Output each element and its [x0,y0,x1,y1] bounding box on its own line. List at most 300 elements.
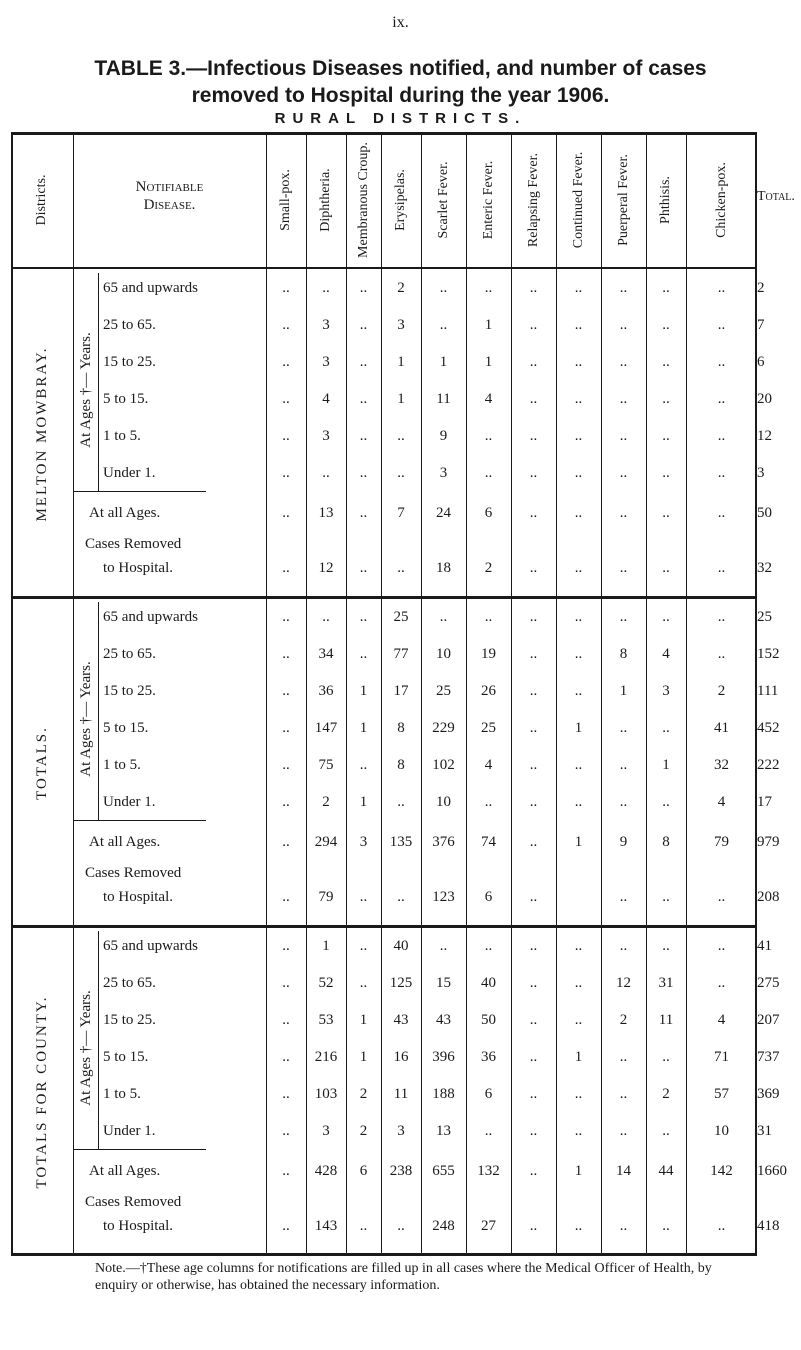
age-bracket-1 [98,602,99,820]
district-label-1: TOTALS. [34,725,50,800]
age-row-label-0-5: Under 1. [103,465,156,481]
cell-1-1-11: 152 [757,646,780,662]
removed-cell-2-1: 143 [314,1218,338,1234]
cell-1-0-10: .. [717,609,726,625]
age-group-rule-2 [73,1149,206,1150]
cell-0-2-4: 1 [439,354,448,370]
cell-2-4-4: 188 [432,1086,455,1102]
cell-1-4-9: 1 [662,757,670,773]
removed-cell-0-8: .. [619,560,628,576]
all-ages-cell-0-7: .. [574,505,583,521]
removed-cell-2-4: 248 [432,1218,455,1234]
cell-0-1-11: 7 [757,317,765,333]
cell-1-0-3: 25 [393,609,409,625]
header-small-pox: Small-pox. [278,168,293,231]
cell-2-4-3: 11 [393,1086,409,1102]
all-ages-cell-0-4: 24 [436,505,451,521]
all-ages-cell-2-6: .. [529,1163,538,1179]
age-row-label-2-4: 1 to 5. [103,1086,141,1102]
removed-label-2-1: to Hospital. [103,889,173,905]
age-row-label-2-1: 25 to 65. [103,975,156,991]
removed-cell-0-5: 2 [484,560,493,576]
cell-1-3-11: 452 [757,720,780,736]
cell-0-1-8: .. [619,317,628,333]
removed-cell-0-6: .. [529,560,538,576]
cell-1-0-2: .. [359,609,368,625]
age-row-label-0-4: 1 to 5. [103,428,141,444]
footnote: Note.—†These age columns for notifications are filled up in all cases where the Medical Officer of Health, by enquiry or otherwise, has obtained the necessary information. [95,1261,712,1293]
cell-0-2-0: .. [282,354,290,370]
table-bottom-rule [11,1253,757,1256]
cell-1-2-7: .. [574,683,583,699]
removed-cell-1-0: .. [282,889,290,905]
cell-2-1-7: .. [574,975,583,991]
cell-0-1-9: .. [662,317,670,333]
cell-2-5-11: 31 [757,1123,772,1139]
cell-2-2-11: 207 [757,1012,780,1028]
cell-2-0-6: .. [529,938,538,954]
cell-1-2-5: 26 [481,683,496,699]
cell-2-0-8: .. [619,938,628,954]
all-ages-label-1: At all Ages. [89,834,161,850]
cell-2-3-8: .. [619,1049,628,1065]
cell-0-1-7: .. [574,317,583,333]
cell-2-4-1: 103 [314,1086,338,1102]
removed-cell-1-9: .. [662,889,670,905]
cell-0-2-1: 3 [322,354,330,370]
removed-label-1-0: Cases Removed [85,536,182,552]
all-ages-cell-0-5: 6 [484,505,493,521]
cell-2-3-7: 1 [574,1049,583,1065]
removed-cell-2-3: .. [397,1218,405,1234]
cell-0-3-0: .. [282,391,290,407]
removed-cell-1-5: 6 [484,889,493,905]
cell-1-5-5: .. [484,794,493,810]
cell-1-2-9: 3 [662,683,670,699]
cell-2-4-9: 2 [662,1086,670,1102]
cell-0-2-5: 1 [484,354,493,370]
cell-1-0-9: .. [662,609,670,625]
all-ages-cell-1-1: 294 [314,834,338,850]
cell-2-1-5: 40 [481,975,496,991]
age-row-label-0-3: 5 to 15. [103,391,149,407]
header-notifiable-disease [73,178,266,214]
removed-cell-1-10: .. [717,889,726,905]
cell-2-3-11: 737 [757,1049,780,1065]
all-ages-cell-0-6: .. [529,505,538,521]
cell-2-1-8: 12 [616,975,631,991]
cell-0-1-10: .. [717,317,726,333]
table-left-rule [11,132,13,1255]
cell-1-3-0: .. [282,720,290,736]
cell-2-3-0: .. [282,1049,290,1065]
all-ages-cell-2-9: 44 [658,1163,674,1179]
title-line-2: removed to Hospital during the year 1906. [191,84,610,107]
age-label-1: At Ages †— Years. [78,661,94,777]
cell-2-2-1: 53 [318,1012,334,1028]
cell-2-3-5: 36 [481,1049,496,1065]
age-row-label-0-0: 65 and upwards [103,280,198,296]
cell-2-0-0: .. [282,938,290,954]
cell-0-2-8: .. [619,354,628,370]
cell-1-2-8: 1 [619,683,628,699]
cell-1-3-9: .. [662,720,670,736]
header-puerperal-fever: Puerperal Fever. [615,153,631,246]
cell-1-5-2: 1 [359,794,368,810]
cell-1-1-3: 77 [393,646,409,662]
cell-0-3-1: 4 [322,391,330,407]
cell-2-3-2: 1 [359,1049,368,1065]
cell-0-5-8: .. [619,465,628,481]
district-label-2: TOTALS FOR COUNTY. [34,994,50,1189]
cell-1-1-7: .. [574,646,583,662]
section-rule-2 [11,925,757,928]
subtitle: RURAL DISTRICTS. [274,110,527,127]
cell-2-0-4: .. [439,938,448,954]
cell-2-5-7: .. [574,1123,583,1139]
cell-1-1-10: .. [717,646,726,662]
cell-2-2-0: .. [282,1012,290,1028]
cell-0-2-11: 6 [757,354,765,370]
all-ages-cell-1-9: 8 [662,834,670,850]
cell-2-1-4: 15 [436,975,451,991]
cell-2-4-6: .. [529,1086,538,1102]
cell-0-4-8: .. [619,428,628,444]
cell-2-0-3: 40 [393,938,409,954]
cell-0-0-0: .. [282,280,290,296]
cell-2-5-2: 2 [359,1123,368,1139]
cell-2-2-8: 2 [619,1012,628,1028]
cell-2-4-0: .. [282,1086,290,1102]
cell-2-0-1: 1 [322,938,330,954]
header-erysipelas: Erysipelas. [393,168,408,231]
cell-2-1-10: .. [717,975,726,991]
cell-2-5-4: 13 [436,1123,451,1139]
cell-0-0-9: .. [662,280,670,296]
all-ages-cell-0-9: .. [662,505,670,521]
cell-2-1-11: 275 [757,975,780,991]
all-ages-cell-1-6: .. [529,834,538,850]
cell-0-5-0: .. [282,465,290,481]
district-col-rule [73,132,74,1255]
all-ages-cell-2-2: 6 [359,1163,368,1179]
cell-2-1-6: .. [529,975,538,991]
cell-2-4-2: 2 [359,1086,368,1102]
all-ages-cell-0-10: .. [717,505,726,521]
cell-2-3-6: .. [529,1049,538,1065]
removed-cell-0-1: 12 [318,560,334,576]
cell-1-5-10: 4 [717,794,726,810]
cell-0-2-6: .. [529,354,538,370]
age-row-label-2-5: Under 1. [103,1123,156,1139]
cell-0-1-6: .. [529,317,538,333]
cell-1-5-9: .. [662,794,670,810]
cell-1-5-11: 17 [757,794,772,810]
removed-cell-0-9: .. [662,560,670,576]
cell-0-5-2: .. [359,465,368,481]
cell-0-1-0: .. [282,317,290,333]
cell-0-3-10: .. [717,391,726,407]
cell-2-0-2: .. [359,938,368,954]
cell-2-4-11: 369 [757,1086,780,1102]
removed-cell-1-2: .. [359,889,368,905]
all-ages-cell-1-0: .. [282,834,290,850]
removed-cell-2-10: .. [717,1218,726,1234]
cell-0-3-5: 4 [484,391,493,407]
notifications-table [11,132,795,1255]
cell-1-2-10: 2 [717,683,726,699]
header-relapsing-fever: Relapsing Fever. [525,152,541,247]
cell-2-0-9: .. [662,938,670,954]
age-row-label-1-0: 65 and upwards [103,609,198,625]
cell-2-2-10: 4 [717,1012,726,1028]
all-ages-cell-2-3: 238 [389,1163,413,1179]
removed-label-2-2: to Hospital. [103,1218,173,1234]
cell-0-2-10: .. [717,354,726,370]
all-ages-cell-0-1: 13 [318,505,334,521]
cell-1-4-11: 222 [757,757,780,773]
header-chicken-pox: Chicken-pox. [713,161,729,238]
cell-0-2-7: .. [574,354,583,370]
removed-cell-2-5: 27 [481,1218,496,1234]
cell-2-0-11: 41 [757,938,772,954]
age-row-label-1-5: Under 1. [103,794,156,810]
cell-0-0-1: .. [322,280,330,296]
header-total: Total. [757,189,795,204]
cell-0-5-3: .. [397,465,405,481]
cell-0-2-3: 1 [397,354,405,370]
cell-0-1-2: .. [359,317,368,333]
cell-0-1-3: 3 [397,317,405,333]
all-ages-cell-0-11: 50 [757,505,772,521]
age-row-label-2-3: 5 to 15. [103,1049,149,1065]
removed-cell-1-4: 123 [432,889,455,905]
header-continued-fever: Continued Fever. [570,151,586,248]
cell-2-3-3: 16 [393,1049,409,1065]
cell-1-4-2: .. [359,757,368,773]
cell-1-3-10: 41 [714,720,729,736]
cell-0-0-4: .. [439,280,448,296]
removed-label-2-0: to Hospital. [103,560,173,576]
all-ages-cell-2-5: 132 [477,1163,500,1179]
removed-cell-1-8: .. [619,889,628,905]
all-ages-cell-2-8: 14 [616,1163,631,1179]
cell-2-2-3: 43 [393,1012,409,1028]
removed-cell-2-11: 418 [757,1218,780,1234]
cell-1-4-8: .. [619,757,628,773]
cell-1-0-4: .. [439,609,448,625]
all-ages-cell-0-8: .. [619,505,628,521]
cell-2-5-0: .. [282,1123,290,1139]
cell-1-1-0: .. [282,646,290,662]
cell-1-2-4: 25 [436,683,451,699]
removed-label-1-1: Cases Removed [85,865,182,881]
all-ages-cell-1-7: 1 [574,834,583,850]
all-ages-cell-2-1: 428 [314,1163,338,1179]
cell-1-0-8: .. [619,609,628,625]
cell-1-1-8: 8 [619,646,628,662]
cell-0-4-0: .. [282,428,290,444]
cell-0-3-7: .. [574,391,583,407]
cell-0-3-9: .. [662,391,670,407]
cell-0-0-11: 2 [757,280,765,296]
all-ages-label-0: At all Ages. [89,505,161,521]
cell-2-2-6: .. [529,1012,538,1028]
cell-0-3-3: 1 [397,391,405,407]
cell-0-1-1: 3 [322,317,330,333]
all-ages-cell-1-10: 79 [714,834,729,850]
removed-cell-2-0: .. [282,1218,290,1234]
cell-1-1-2: .. [359,646,368,662]
cell-0-0-5: .. [484,280,493,296]
cell-2-1-9: 31 [658,975,674,991]
removed-cell-2-9: .. [662,1218,670,1234]
cell-1-0-11: 25 [757,609,772,625]
cell-1-1-1: 34 [318,646,334,662]
all-ages-cell-2-11: 1660 [757,1163,787,1179]
table-title [0,55,801,109]
cell-0-0-7: .. [574,280,583,296]
cell-2-1-1: 52 [318,975,334,991]
removed-cell-0-10: .. [717,560,726,576]
all-ages-cell-1-2: 3 [359,834,368,850]
header-districts: Districts. [34,174,49,225]
cell-1-4-1: 75 [318,757,334,773]
cell-0-4-2: .. [359,428,368,444]
cell-2-5-5: .. [484,1123,493,1139]
removed-cell-1-6: .. [529,889,538,905]
cell-1-5-6: .. [529,794,538,810]
age-bracket-2 [98,931,99,1149]
cell-2-5-9: .. [662,1123,670,1139]
removed-cell-2-6: .. [529,1218,538,1234]
removed-cell-0-2: .. [359,560,368,576]
cell-0-5-4: 3 [439,465,448,481]
cell-1-5-1: 2 [322,794,330,810]
cell-2-5-1: 3 [322,1123,330,1139]
age-row-label-0-1: 25 to 65. [103,317,156,333]
cell-0-4-4: 9 [439,428,448,444]
header-diphtheria: Diphtheria. [318,167,333,232]
age-row-label-2-2: 15 to 25. [103,1012,156,1028]
cell-0-0-2: .. [359,280,368,296]
all-ages-cell-0-3: 7 [397,505,405,521]
cell-1-4-3: 8 [397,757,405,773]
all-ages-cell-0-0: .. [282,505,290,521]
cell-0-5-9: .. [662,465,670,481]
removed-cell-1-11: 208 [757,889,780,905]
cell-1-4-7: .. [574,757,583,773]
cell-2-2-2: 1 [359,1012,368,1028]
cell-2-1-0: .. [282,975,290,991]
cell-1-5-0: .. [282,794,290,810]
cell-0-4-3: .. [397,428,405,444]
cell-1-1-6: .. [529,646,538,662]
cell-1-0-6: .. [529,609,538,625]
age-group-rule-1 [73,820,206,821]
all-ages-cell-0-2: .. [359,505,368,521]
age-group-rule-0 [73,491,206,492]
cell-1-5-3: .. [397,794,405,810]
all-ages-cell-2-4: 655 [432,1163,455,1179]
cell-2-4-10: 57 [714,1086,729,1102]
district-label-0: MELTON MOWBRAY. [34,345,50,522]
cell-2-5-6: .. [529,1123,538,1139]
cell-1-0-1: .. [322,609,330,625]
cell-2-2-4: 43 [436,1012,451,1028]
cell-0-0-3: 2 [397,280,405,296]
cell-2-5-10: 10 [714,1123,729,1139]
cell-2-3-9: .. [662,1049,670,1065]
cell-1-4-5: 4 [484,757,493,773]
cell-2-0-5: .. [484,938,493,954]
cell-1-3-8: .. [619,720,628,736]
all-ages-cell-1-11: 979 [757,834,780,850]
age-row-label-1-3: 5 to 15. [103,720,149,736]
cell-0-2-2: .. [359,354,368,370]
age-label-0: At Ages †— Years. [78,332,94,448]
cell-0-5-11: 3 [757,465,765,481]
age-row-label-1-2: 15 to 25. [103,683,156,699]
all-ages-label-2: At all Ages. [89,1163,161,1179]
header-disease-line-1: Notifiable [135,179,204,195]
removed-cell-0-11: 32 [757,560,772,576]
cell-1-4-4: 102 [432,757,455,773]
cell-0-3-2: .. [359,391,368,407]
cell-1-4-6: .. [529,757,538,773]
cell-0-0-10: .. [717,280,726,296]
cell-0-3-6: .. [529,391,538,407]
page-number: ix. [392,14,409,31]
cell-1-3-4: 229 [432,720,455,736]
all-ages-cell-1-4: 376 [432,834,455,850]
header-enteric-fever: Enteric Fever. [480,160,496,239]
cell-2-4-7: .. [574,1086,583,1102]
cell-0-5-7: .. [574,465,583,481]
removed-label-1-2: Cases Removed [85,1194,182,1210]
cell-1-3-3: 8 [397,720,405,736]
cell-2-0-7: .. [574,938,583,954]
cell-0-5-10: .. [717,465,726,481]
cell-1-4-10: 32 [714,757,729,773]
cell-0-0-8: .. [619,280,628,296]
cell-2-0-10: .. [717,938,726,954]
removed-cell-0-0: .. [282,560,290,576]
cell-0-2-9: .. [662,354,670,370]
cell-1-5-4: 10 [436,794,451,810]
cell-2-4-8: .. [619,1086,628,1102]
cell-0-3-4: 11 [436,391,451,407]
all-ages-cell-1-5: 74 [481,834,496,850]
cell-2-2-7: .. [574,1012,583,1028]
cell-2-4-5: 6 [484,1086,493,1102]
age-row-label-1-4: 1 to 5. [103,757,141,773]
age-row-label-2-0: 65 and upwards [103,938,198,954]
cell-2-3-1: 216 [314,1049,338,1065]
cell-1-3-1: 147 [314,720,338,736]
removed-cell-2-8: .. [619,1218,628,1234]
cell-0-4-5: .. [484,428,493,444]
cell-1-0-0: .. [282,609,290,625]
cell-0-4-10: .. [717,428,726,444]
cell-0-4-9: .. [662,428,670,444]
cell-0-5-5: .. [484,465,493,481]
cell-1-1-5: 19 [481,646,496,662]
age-label-2: At Ages †— Years. [78,990,94,1106]
cell-0-3-8: .. [619,391,628,407]
title-line-1: TABLE 3.—Infectious Diseases notified, and number of cases [94,57,707,80]
age-row-label-1-1: 25 to 65. [103,646,156,662]
